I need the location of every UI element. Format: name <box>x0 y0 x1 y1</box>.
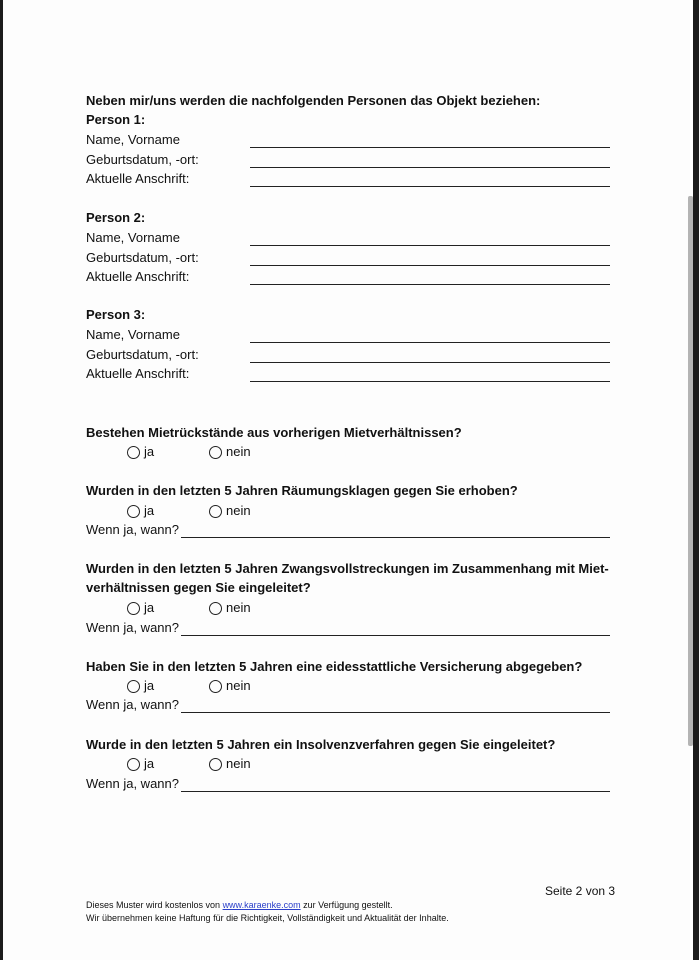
window-edge <box>0 0 3 960</box>
footer-link[interactable]: www.karaenke.com <box>222 900 301 910</box>
radio-circle-icon[interactable] <box>209 758 222 771</box>
fill-in-line[interactable] <box>181 712 610 713</box>
fill-in-line[interactable] <box>250 284 610 285</box>
when-label: Wenn ja, wann? <box>86 776 179 791</box>
scrollbar-thumb[interactable] <box>688 196 693 746</box>
question-text: Wurde in den letzten 5 Jahren ein Insolvenzverfahren gegen Sie eingeleitet? <box>86 737 556 752</box>
field-label: Geburtsdatum, -ort: <box>86 346 199 362</box>
radio-circle-icon[interactable] <box>127 602 140 615</box>
when-label: Wenn ja, wann? <box>86 697 179 712</box>
radio-label: nein <box>226 756 251 771</box>
radio-yes[interactable] <box>127 503 154 519</box>
question-text: verhältnissen gegen Sie eingeleitet? <box>86 580 311 595</box>
footer-line-2: Wir übernehmen keine Haftung für die Richtigkeit, Vollständigkeit und Aktualität der Inhalte. <box>86 913 449 923</box>
radio-circle-icon[interactable] <box>127 680 140 693</box>
radio-label: ja <box>144 678 155 693</box>
footer-text: zur Verfügung gestellt. <box>300 900 393 910</box>
person-title: Person 3: <box>86 307 146 322</box>
field-label: Name, Vorname <box>86 132 180 147</box>
radio-no[interactable] <box>209 444 251 460</box>
field-label: Name, Vorname <box>86 230 180 245</box>
radio-yes[interactable] <box>127 756 154 772</box>
when-label: Wenn ja, wann? <box>86 620 179 635</box>
person-title: Person 2: <box>86 210 146 225</box>
question-text: Haben Sie in den letzten 5 Jahren eine eidesstattliche Versicherung abgegeben? <box>86 659 583 674</box>
fill-in-line[interactable] <box>250 186 610 187</box>
radio-label: ja <box>144 600 155 615</box>
fill-in-line[interactable] <box>250 147 610 148</box>
fill-in-line[interactable] <box>250 342 610 343</box>
radio-circle-icon[interactable] <box>209 680 222 693</box>
radio-label: nein <box>226 678 251 693</box>
intro-heading: Neben mir/uns werden die nachfolgenden Personen das Objekt beziehen: <box>86 93 541 108</box>
radio-yes[interactable] <box>127 678 154 694</box>
question-text: Wurden in den letzten 5 Jahren Zwangsvollstreckungen im Zusammenhang mit Miet- <box>86 561 609 576</box>
person-title: Person 1: <box>86 112 146 127</box>
question-text: Wurden in den letzten 5 Jahren Räumungsklagen gegen Sie erhoben? <box>86 483 518 498</box>
radio-no[interactable] <box>209 503 251 519</box>
field-label: Aktuelle Anschrift: <box>86 171 190 186</box>
radio-label: ja <box>144 756 155 771</box>
radio-label: nein <box>226 600 251 615</box>
radio-yes[interactable] <box>127 600 154 616</box>
fill-in-line[interactable] <box>181 635 610 636</box>
radio-no[interactable] <box>209 756 251 772</box>
radio-circle-icon[interactable] <box>209 446 222 459</box>
radio-label: ja <box>144 444 155 459</box>
radio-circle-icon[interactable] <box>127 446 140 459</box>
page-number: Seite 2 von 3 <box>545 884 616 898</box>
radio-yes[interactable] <box>127 444 154 460</box>
field-label: Aktuelle Anschrift: <box>86 366 190 381</box>
fill-in-line[interactable] <box>250 381 610 382</box>
field-label: Aktuelle Anschrift: <box>86 269 190 284</box>
radio-no[interactable] <box>209 678 251 694</box>
radio-circle-icon[interactable] <box>209 505 222 518</box>
footer-line-1 <box>86 899 393 911</box>
radio-label: ja <box>144 503 155 518</box>
field-label: Geburtsdatum, -ort: <box>86 151 199 167</box>
radio-no[interactable] <box>209 600 251 616</box>
footer-text: Dieses Muster wird kostenlos von <box>86 900 223 910</box>
window-edge <box>693 0 699 960</box>
radio-circle-icon[interactable] <box>127 758 140 771</box>
question-text: Bestehen Mietrückstände aus vorherigen Mietverhältnissen? <box>86 425 462 440</box>
when-label: Wenn ja, wann? <box>86 522 179 537</box>
fill-in-line[interactable] <box>181 537 610 538</box>
fill-in-line[interactable] <box>181 791 610 792</box>
field-label: Geburtsdatum, -ort: <box>86 249 199 265</box>
radio-label: nein <box>226 444 251 459</box>
fill-in-line[interactable] <box>250 167 610 168</box>
radio-label: nein <box>226 503 251 518</box>
radio-circle-icon[interactable] <box>127 505 140 518</box>
fill-in-line[interactable] <box>250 362 610 363</box>
radio-circle-icon[interactable] <box>209 602 222 615</box>
fill-in-line[interactable] <box>250 265 610 266</box>
fill-in-line[interactable] <box>250 245 610 246</box>
field-label: Name, Vorname <box>86 327 180 342</box>
